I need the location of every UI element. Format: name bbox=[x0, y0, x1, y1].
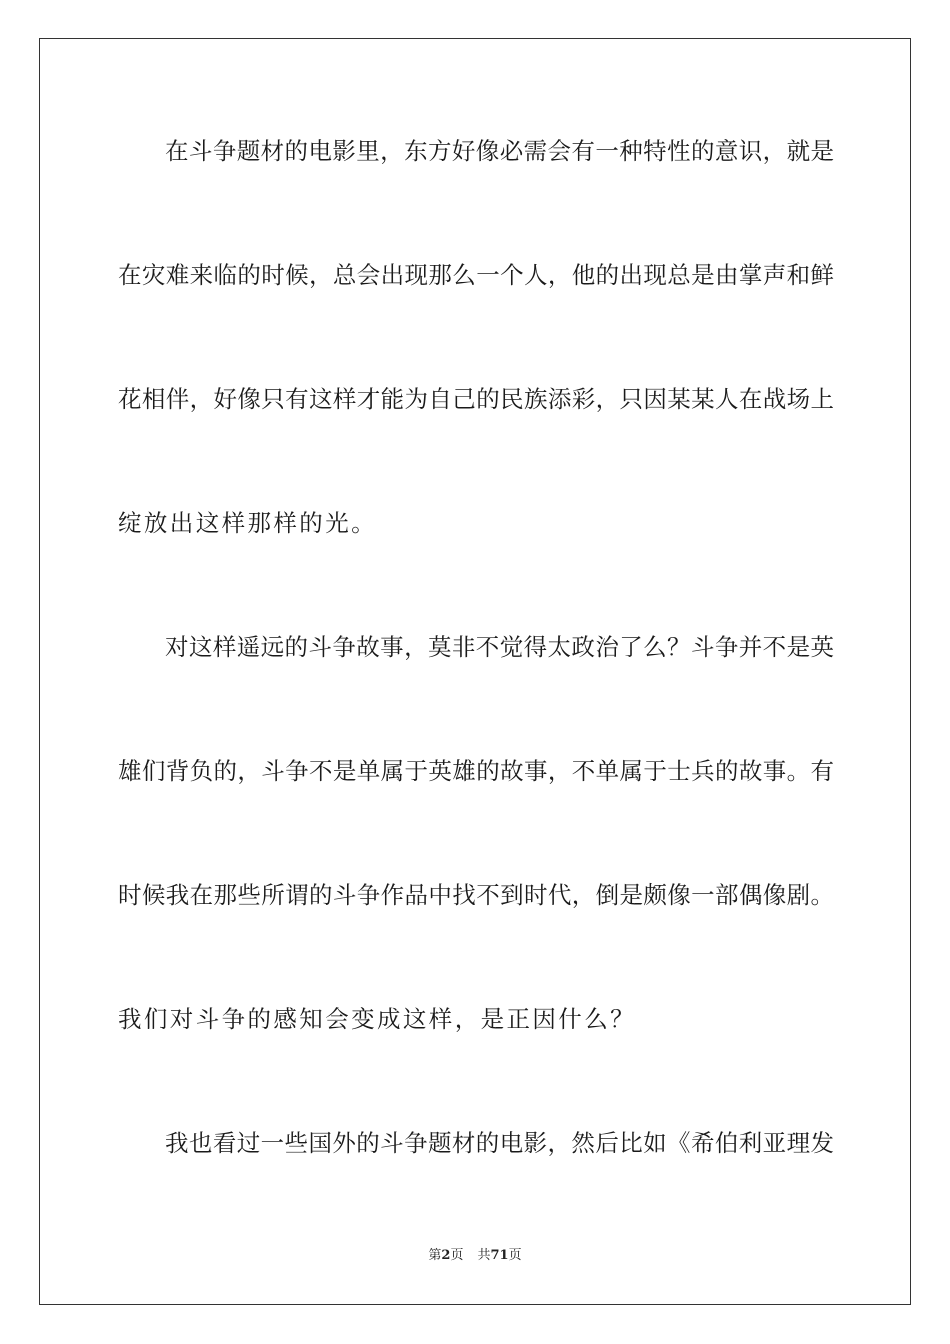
text-line-6: 雄们背负的，斗争不是单属于英雄的故事，不单属于士兵的故事。有 bbox=[118, 757, 834, 785]
text-line-4: 绽放出这样那样的光。 bbox=[118, 509, 377, 537]
page-border bbox=[39, 38, 911, 1305]
text-line-9: 我也看过一些国外的斗争题材的电影，然后比如《希伯利亚理发 bbox=[165, 1129, 834, 1157]
text-line-2: 在灾难来临的时候，总会出现那么一个人，他的出现总是由掌声和鲜 bbox=[118, 261, 834, 289]
text-line-7: 时候我在那些所谓的斗争作品中找不到时代，倒是颇像一部偶像剧。 bbox=[118, 881, 834, 909]
text-line-3: 花相伴，好像只有这样才能为自己的民族添彩，只因某某人在战场上 bbox=[118, 385, 834, 413]
text-line-1: 在斗争题材的电影里，东方好像必需会有一种特性的意识，就是 bbox=[165, 137, 834, 165]
page-number: 第2页 bbox=[428, 1248, 464, 1263]
page-footer bbox=[0, 1247, 950, 1265]
page-total: 共71页 bbox=[477, 1248, 522, 1263]
text-line-5: 对这样遥远的斗争故事，莫非不觉得太政治了么？斗争并不是英 bbox=[165, 633, 834, 661]
text-line-8: 我们对斗争的感知会变成这样，是正因什么？ bbox=[118, 1005, 636, 1033]
